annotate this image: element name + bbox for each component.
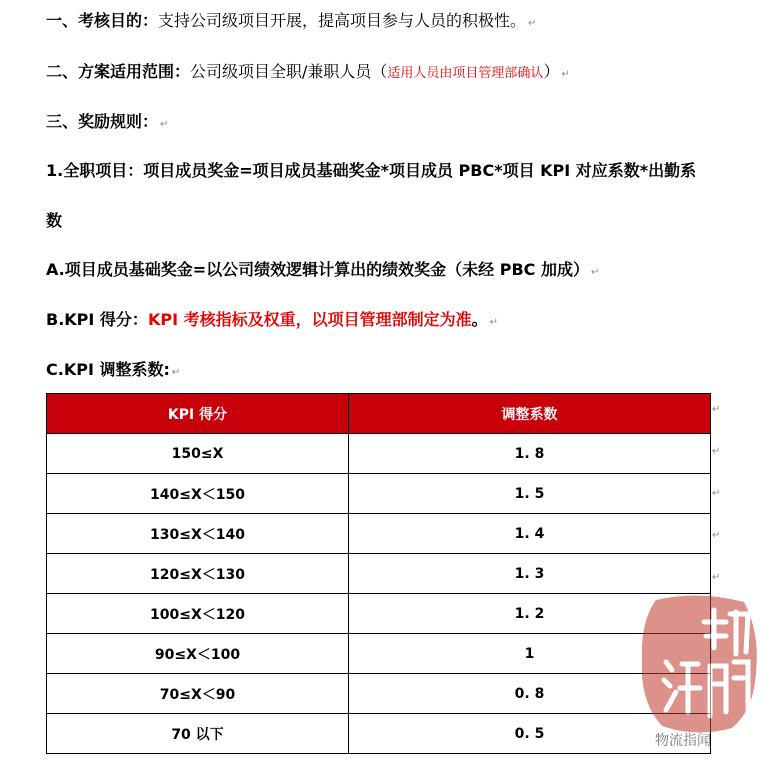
- coefficient: 1. 2: [349, 594, 711, 634]
- kpi-range: 140≤X＜150: [47, 474, 349, 514]
- kpi-range: 70 以下: [47, 714, 349, 754]
- section-2-heading: 二、方案适用范围：: [46, 62, 191, 81]
- section-2-text: 公司级项目全职/兼职人员（: [190, 62, 388, 81]
- paragraph-mark-icon: ↵: [528, 18, 537, 29]
- rule-c-heading: C.KPI 调整系数:: [46, 360, 170, 379]
- rule-b-emphasis: KPI 考核指标及权重，以项目管理部制定为准: [147, 310, 472, 329]
- watermark: 物流指闻: [655, 733, 711, 749]
- paragraph-mark-icon: ↵: [590, 267, 600, 278]
- table-row: [47, 434, 711, 474]
- rule-b-tail: 。: [471, 310, 488, 329]
- paragraph-mark-icon: ↵: [171, 367, 181, 378]
- kpi-range: 150≤X: [47, 434, 349, 474]
- coefficient: 1. 5: [349, 474, 711, 514]
- header-coefficient: 调整系数: [349, 394, 711, 434]
- paragraph-mark-icon: ↵: [160, 119, 169, 130]
- table-row: [47, 554, 711, 594]
- row-end-mark-icon: ↵: [712, 446, 721, 457]
- row-end-mark-icon: ↵: [712, 488, 721, 499]
- table-row: [47, 474, 711, 514]
- rule-a-text: A.项目成员基础奖金=以公司绩效逻辑计算出的绩效奖金（未经 PBC 加成）: [46, 260, 589, 279]
- section-3-text: 三、奖励规则：: [46, 112, 159, 131]
- kpi-range: 120≤X＜130: [47, 554, 349, 594]
- row-end-mark-icon: ↵: [712, 404, 721, 415]
- rule-b: [46, 309, 498, 334]
- paragraph-mark-icon: ↵: [489, 317, 498, 328]
- section-1: [46, 10, 536, 35]
- section-2-note: 适用人员由项目管理部确认: [387, 66, 544, 81]
- coefficient: 1. 4: [349, 514, 711, 554]
- table-row: [47, 594, 711, 634]
- section-2-tail: ）: [543, 62, 560, 81]
- table-row: [47, 634, 711, 674]
- table-header-row: [47, 394, 711, 434]
- header-kpi-score: KPI 得分: [47, 394, 349, 434]
- paragraph-mark-icon: ↵: [561, 69, 570, 80]
- section-3-heading: [46, 111, 168, 136]
- table-row: [47, 714, 711, 754]
- seal-stamp-icon: [636, 592, 762, 734]
- section-1-text: 支持公司级项目开展，提高项目参与人员的积极性。: [158, 11, 527, 30]
- rule-c: [46, 359, 180, 384]
- rule-a: [46, 259, 599, 284]
- coefficient: 0. 5: [349, 714, 711, 754]
- kpi-range: 130≤X＜140: [47, 514, 349, 554]
- rule-b-heading: B.KPI 得分：: [46, 310, 148, 329]
- kpi-range: 100≤X＜120: [47, 594, 349, 634]
- coefficient: 0. 8: [349, 674, 711, 714]
- section-2: [46, 61, 570, 86]
- row-end-mark-icon: ↵: [712, 572, 721, 583]
- kpi-range: 90≤X＜100: [47, 634, 349, 674]
- row-end-mark-icon: ↵: [712, 530, 721, 541]
- coefficient: 1: [349, 634, 711, 674]
- kpi-table: [46, 393, 711, 754]
- coefficient: 1. 3: [349, 554, 711, 594]
- table-row: [47, 674, 711, 714]
- section-1-heading: 一、考核目的：: [46, 11, 159, 30]
- table-row: [47, 514, 711, 554]
- rule-1-line-1: 1.全职项目：项目成员奖金=项目成员基础奖金*项目成员 PBC*项目 KPI 对应系数*出勤系: [46, 161, 697, 180]
- rule-1-line-2: 数: [46, 211, 63, 230]
- kpi-range: 70≤X＜90: [47, 674, 349, 714]
- coefficient: 1. 8: [349, 434, 711, 474]
